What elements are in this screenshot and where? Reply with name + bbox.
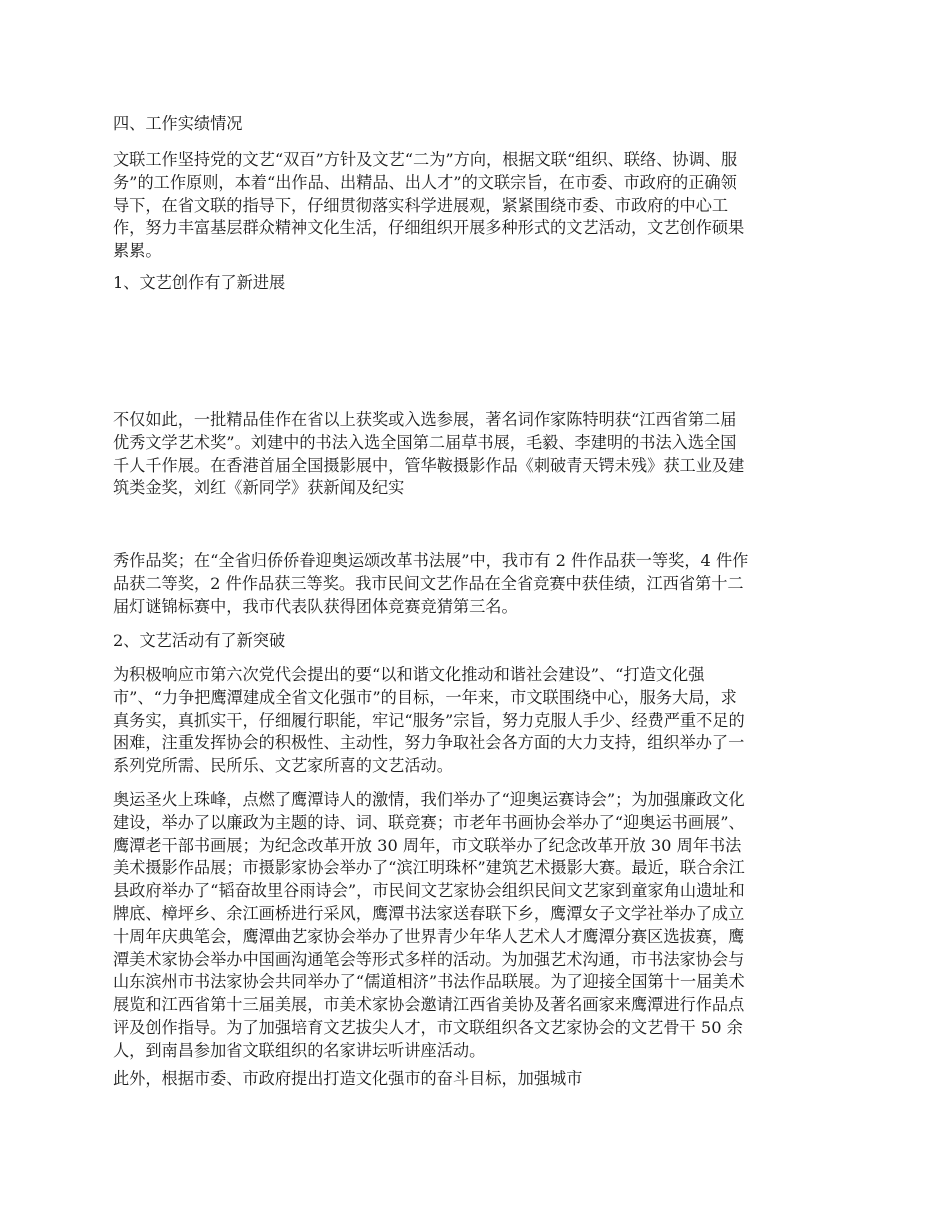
olympic-line: 人，到南昌参加省文联组织的名家讲坛听讲座活动。 xyxy=(113,1040,486,1060)
olympic-line: 评及创作指导。为了加强培育文艺拔尖人才，市文联组织各文艺家协会的文艺骨干 50 余 xyxy=(113,1017,743,1037)
activities-line: 真务实，真抓实干，仔细履行职能，牢记“服务”宗旨，努力克服人手少、经费严重不足的 xyxy=(113,710,745,730)
section-heading xyxy=(113,113,843,136)
olympic-activities-paragraph xyxy=(113,789,843,1063)
intro-paragraph xyxy=(113,149,843,263)
awards-line: 优秀文学艺术奖”。刘建中的书法入选全国第二届草书展，毛毅、李建明的书法入选全国 xyxy=(113,432,737,452)
activities-line: 市”、“力争把鹰潭建成全省文化强市”的目标，一年来，市文联围绕中心，服务大局，求 xyxy=(113,687,737,707)
awards-continuation-line: 品获二等奖，2 件作品获三等奖。我市民间文艺作品在全省竞赛中获佳绩，江西省第十二 xyxy=(113,573,744,593)
intro-line: 作，努力丰富基层群众精神文化生活，仔细组织开展多种形式的文艺活动，文艺创作硕果 xyxy=(113,218,745,238)
awards-line: 筑类金奖，刘红《新同学》获新闻及纪实 xyxy=(113,478,405,498)
subsection-heading-2 xyxy=(113,630,843,653)
olympic-line: 奥运圣火上珠峰，点燃了鹰潭诗人的激情，我们举办了“迎奥运赛诗会”；为加强廉政文化 xyxy=(113,790,745,809)
olympic-line: 展览和江西省第十三届美展，市美术家协会邀请江西省美协及著名画家来鹰潭进行作品点 xyxy=(113,995,745,1015)
activities-line: 系列党所需、民所乐、文艺家所喜的文艺活动。 xyxy=(113,756,453,776)
subsection-heading-1-text: 1、文艺创作有了新进展 xyxy=(113,273,286,292)
subsection-heading-2-text: 2、文艺活动有了新突破 xyxy=(113,631,286,650)
olympic-line: 美术摄影作品展；市摄影家协会举办了“滨江明珠杯”建筑艺术摄影大赛。最近，联合余江 xyxy=(113,858,745,878)
subsection-heading-1 xyxy=(113,272,843,295)
intro-line: 文联工作坚持党的文艺“双百”方针及文艺“二为”方向，根据文联“组织、联络、协调、服 xyxy=(113,150,738,169)
awards-continuation-paragraph xyxy=(113,550,843,618)
olympic-line: 潭美术家协会举办中国画沟通笔会等形式多样的活动。为加强艺术沟通，市书法家协会与 xyxy=(113,949,745,969)
intro-line: 累累。 xyxy=(113,241,162,261)
section-heading-text: 四、工作实绩情况 xyxy=(113,114,243,133)
olympic-line: 鹰潭老干部书画展；为纪念改革开放 30 周年，市文联举办了纪念改革开放 30 周年书法 xyxy=(113,835,742,855)
activities-line: 困难，注重发挥协会的积极性、主动性，努力争取社会各方面的大力支持，组织举办了一 xyxy=(113,733,745,753)
closing-paragraph xyxy=(113,1068,843,1091)
activities-paragraph xyxy=(113,664,843,778)
intro-line: 导下，在省文联的指导下，仔细贯彻落实科学进展观，紧紧围绕市委、市政府的中心工 xyxy=(113,195,729,215)
olympic-line: 县政府举办了“韬奋故里谷雨诗会”，市民间文艺家协会组织民间文艺家到童家角山遗址和 xyxy=(113,881,745,901)
olympic-line: 牌底、樟坪乡、余江画桥进行采风，鹰潭书法家送春联下乡，鹰潭女子文学社举办了成立 xyxy=(113,903,745,923)
awards-continuation-line: 秀作品奖；在“全省归侨侨眷迎奥运颂改革书法展”中，我市有 2 件作品获一等奖，4 件作 xyxy=(113,551,749,570)
intro-line: 务”的工作原则，本着“出作品、出精品、出人才”的文联宗旨，在市委、市政府的正确领 xyxy=(113,172,737,192)
awards-line: 不仅如此，一批精品佳作在省以上获奖或入选参展，著名词作家陈特明获“江西省第二届 xyxy=(113,410,737,429)
olympic-line: 十周年庆典笔会，鹰潭曲艺家协会举办了世界青少年华人艺术人才鹰潭分赛区选拔赛，鹰 xyxy=(113,926,745,946)
awards-line: 千人千作展。在香港首届全国摄影展中，管华鞍摄影作品《刺破青天锷未残》获工业及建 xyxy=(113,455,745,475)
olympic-line: 建设，举办了以廉政为主题的诗、词、联竞赛；市老年书画协会举办了“迎奥运书画展”、 xyxy=(113,812,745,832)
activities-line: 为积极响应市第六次党代会提出的要“以和谐文化推动和谐社会建设”、“打造文化强 xyxy=(113,665,705,684)
awards-paragraph xyxy=(113,409,843,500)
awards-continuation-line: 届灯谜锦标赛中，我市代表队获得团体竞赛竞猜第三名。 xyxy=(113,596,518,616)
closing-line: 此外，根据市委、市政府提出打造文化强市的奋斗目标，加强城市 xyxy=(113,1069,583,1088)
olympic-line: 山东滨州市书法家协会共同举办了“儒道相济”书法作品联展。为了迎接全国第十一届美术 xyxy=(113,972,745,992)
